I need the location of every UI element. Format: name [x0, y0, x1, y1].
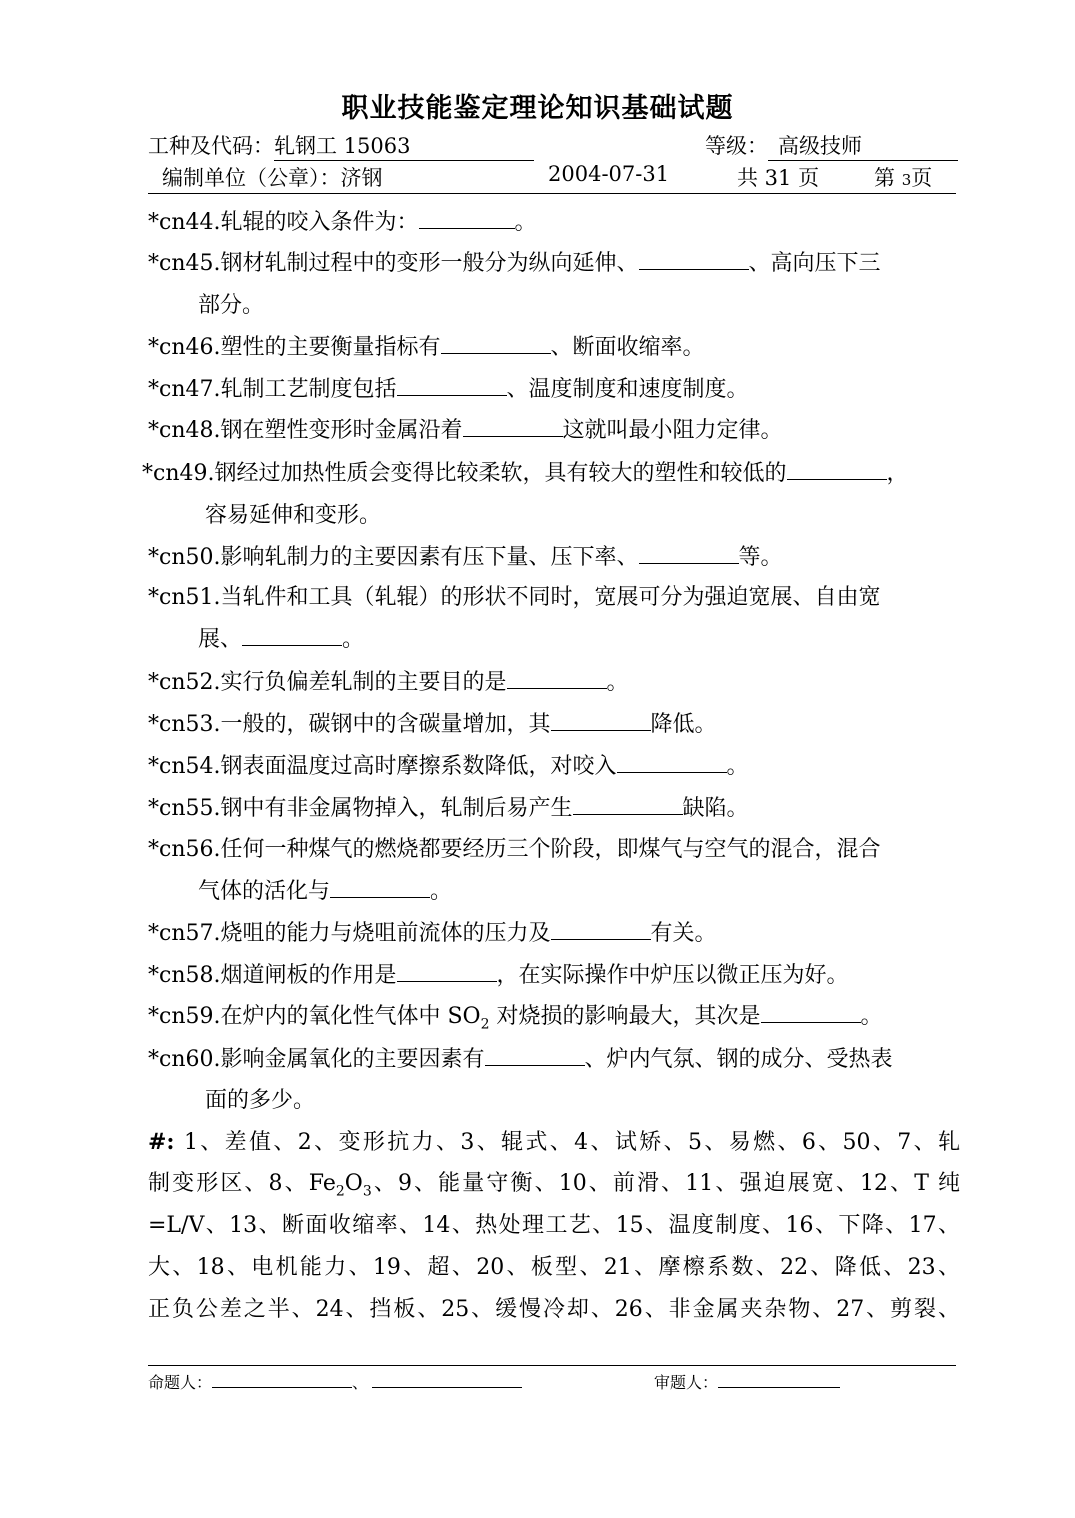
answer-blank	[551, 712, 651, 731]
question-48: *cn48.钢在塑性变形时金属沿着 这就叫最小阻力定律。	[148, 418, 783, 443]
unit-label: 编制单位（公章）：	[162, 166, 341, 190]
answer-line-3: =L/V、13、断面收缩率、14、热处理工艺、15、温度制度、16、下降、17、	[148, 1213, 960, 1238]
job-value: 轧钢工 15063	[274, 130, 534, 161]
answer-line-5: 正负公差之半、24、挡板、25、缓慢冷却、26、非金属夹杂物、27、剪裂、	[148, 1297, 960, 1322]
reviewer-field	[654, 1370, 840, 1393]
answer-line-1: #: 1、差值、2、变形抗力、3、辊式、4、试矫、5、易燃、6、50、7、轧	[148, 1129, 960, 1155]
question-60-continued: 面的多少。	[205, 1088, 316, 1113]
answer-blank	[761, 1004, 861, 1023]
level-value: 高级技师	[768, 130, 958, 161]
answer-blank	[441, 335, 551, 354]
answer-line-4: 大、18、电机能力、19、超、20、板型、21、摩檫系数、22、降低、23、	[148, 1255, 960, 1280]
answer-blank	[419, 210, 515, 229]
answer-marker: #:	[148, 1129, 175, 1155]
question-59: *cn59.在炉内的氧化性气体中 $SO_2$ 对烧损的影响最大，其次是 。	[148, 1004, 883, 1033]
level-label: 等级：	[705, 134, 768, 158]
question-45-continued: 部分。	[198, 293, 265, 318]
answer-blank	[639, 251, 749, 270]
reviewer-label: 审题人：	[654, 1373, 719, 1392]
answer-blank	[639, 545, 739, 564]
question-57: *cn57.烧咀的能力与烧咀前流体的压力及 有关。	[148, 921, 717, 946]
reviewer-blank	[718, 1373, 840, 1388]
answer-blank	[787, 461, 887, 480]
unit-value: 济钢	[340, 166, 383, 190]
question-55: *cn55.钢中有非金属物掉入，轧制后易产生 缺陷。	[148, 796, 749, 821]
answer-blank	[397, 377, 507, 396]
total-pages: 共 31 页	[737, 166, 820, 190]
header-rule	[148, 193, 956, 194]
author-blank	[212, 1373, 352, 1388]
answer-blank	[507, 670, 607, 689]
question-46: *cn46.塑性的主要衡量指标有 、断面收缩率。	[148, 335, 705, 360]
question-44: *cn44.轧辊的咬入条件为： 。	[148, 210, 537, 235]
question-53: *cn53.一般的，碳钢中的含碳量增加，其 降低。	[148, 712, 717, 737]
footer-rule	[148, 1365, 956, 1366]
job-label: 工种及代码：	[148, 134, 274, 158]
question-51-continued: 展、 。	[198, 627, 365, 652]
question-51: *cn51.当轧件和工具（轧辊）的形状不同时，宽展可分为强迫宽展、自由宽	[148, 585, 881, 610]
answer-blank	[573, 796, 683, 815]
answer-blank	[463, 418, 563, 437]
page-number: 第 3页	[874, 166, 933, 190]
answer-blank	[617, 754, 727, 773]
question-60: *cn60.影响金属氧化的主要因素有 、炉内气氛、钢的成分、受热表	[148, 1047, 893, 1072]
question-50: *cn50.影响轧制力的主要因素有压下量、压下率、 等。	[148, 545, 783, 570]
date: 2004-07-31	[548, 162, 670, 186]
answer-line-2: 制变形区、8、$Fe_2O_3$、9、能量守衡、10、前滑、11、强迫展宽、12、T 纯	[148, 1171, 960, 1200]
author-label: 命题人：	[148, 1373, 213, 1392]
level-field	[705, 130, 958, 161]
author-blank-2	[372, 1373, 522, 1388]
unit-field	[162, 162, 383, 192]
question-56: *cn56.任何一种煤气的燃烧都要经历三个阶段，即煤气与空气的混合，混合	[148, 837, 881, 862]
question-52: *cn52.实行负偏差轧制的主要目的是 。	[148, 670, 629, 695]
question-49: *cn49.钢经过加热性质会变得比较柔软，具有较大的塑性和较低的 ，	[142, 461, 909, 486]
question-49-continued: 容易延伸和变形。	[205, 503, 382, 528]
answer-blank	[242, 627, 342, 646]
question-54: *cn54.钢表面温度过高时摩擦系数降低，对咬入 。	[148, 754, 749, 779]
question-58: *cn58.烟道闸板的作用是 ，在实际操作中炉压以微正压为好。	[148, 963, 849, 988]
question-56-continued: 气体的活化与 。	[198, 879, 453, 904]
job-field	[148, 130, 534, 161]
page-title: 职业技能鉴定理论知识基础试题	[341, 93, 734, 124]
author-field: 命题人： 、	[148, 1370, 522, 1393]
question-47: *cn47.轧制工艺制度包括 、温度制度和速度制度。	[148, 377, 749, 402]
answer-blank	[330, 879, 430, 898]
answer-blank	[397, 963, 497, 982]
answer-blank	[551, 921, 651, 940]
answer-blank	[485, 1047, 585, 1066]
question-45: *cn45.钢材轧制过程中的变形一般分为纵向延伸、 、高向压下三	[148, 251, 881, 276]
